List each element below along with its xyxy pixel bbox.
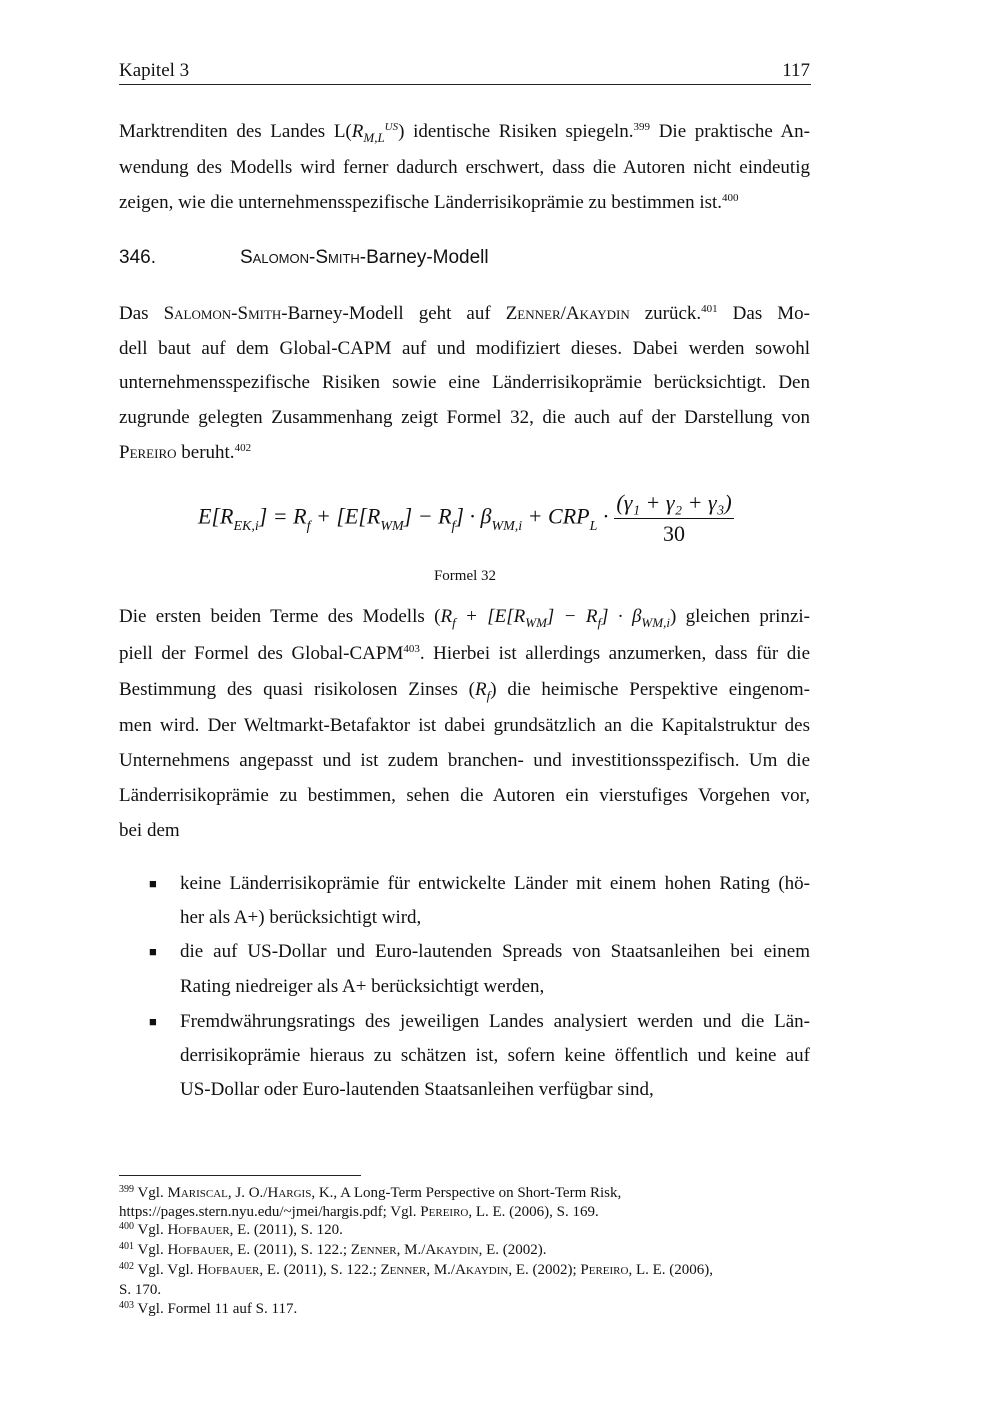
math-subscript: f [452, 615, 456, 630]
footnote-rule [119, 1175, 361, 1176]
formula-sub: WM,i [491, 518, 523, 534]
formula-part: + [E[R [310, 503, 381, 529]
text-segment: ) gleichen prinzi- [669, 606, 810, 627]
formula-sub: EK,i [233, 518, 259, 534]
formula-part: ] − R [403, 503, 452, 529]
text-segment: , M./ [426, 1262, 456, 1278]
section-title-rest: -Barney-Modell [359, 247, 489, 268]
footnote-line [119, 1241, 547, 1259]
chapter-header: Kapitel 3 [119, 60, 190, 81]
text-segment: , L. E. (2006), [628, 1262, 714, 1278]
formula-part: ] = R [258, 503, 307, 529]
math-superscript: US [384, 121, 399, 133]
text-segment: Pereiro [420, 1204, 469, 1220]
text-segment: Länderrisikoprämie zu bestimmen, sehen die Autoren ein vierstufiges Vorgehen vor, [119, 785, 810, 806]
bullet-item-line: Fremdwährungsratings des jeweiligen Landes analysiert werden und die Län- [180, 1011, 810, 1032]
text-line [119, 605, 810, 629]
text-segment: Hofbauer [167, 1222, 230, 1238]
text-segment: Hofbauer [197, 1262, 260, 1278]
math-subscript: WM,i [641, 615, 670, 630]
text-segment: S. 170. [119, 1282, 162, 1298]
bullet-item-line: die auf US-Dollar und Euro-lautenden Spreads von Staatsanleihen bei einem [180, 941, 810, 962]
formula-part: ] · β [455, 503, 492, 529]
text-segment: https://pages.stern.nyu.edu/~jmei/hargis.pdf; Vgl. [119, 1204, 421, 1220]
bullet-item-line: US-Dollar oder Euro-lautenden Staatsanleihen verfügbar sind, [180, 1079, 654, 1100]
text-line [119, 191, 810, 215]
formula-sub: f [451, 518, 456, 534]
bullet-item-line: derrisikoprämie hieraus zu schätzen ist, sofern keine öffentlich und keine auf [180, 1045, 810, 1066]
text-segment: zugrunde gelegten Zusammenhang zeigt Formel 32, die auch auf der Darstellung von [119, 407, 810, 428]
text-segment: bei dem [119, 820, 180, 841]
text-segment: Vgl. [134, 1222, 168, 1238]
text-segment: -Barney-Modell geht auf [281, 303, 506, 324]
text-segment: Zenner [380, 1262, 427, 1278]
text-segment: Vgl. [134, 1185, 168, 1201]
text-segment: , E. (2011), S. 120. [229, 1222, 343, 1238]
text-line [119, 749, 810, 773]
text-line [119, 302, 810, 326]
text-line [119, 441, 810, 465]
bullet-item-line: her als A+) berücksichtigt wird, [180, 907, 422, 928]
text-segment: Die praktische An- [650, 121, 810, 142]
text-segment: dell baut auf dem Global-CAPM auf und modifiziert dieses. Dabei werden sowohl [119, 338, 810, 359]
text-line [119, 120, 810, 144]
footnote-ref: 399 [633, 121, 651, 133]
text-line [119, 371, 810, 395]
formula-sub: L [589, 518, 598, 534]
text-line [119, 642, 810, 666]
text-segment: unternehmensspezifische Risiken sowie eine Länderrisikoprämie berücksichtigt. Den [119, 372, 810, 393]
text-segment: Bestimmung des quasi risikolosen Zinses ( [119, 679, 475, 700]
text-segment: Das Mo- [717, 303, 810, 324]
text-line [119, 784, 810, 808]
bullet-item-line: Rating niedreiger als A+ berücksichtigt werden, [180, 976, 545, 997]
footnote-ref: 403 [119, 1300, 134, 1311]
footnote-line [119, 1221, 343, 1239]
section-title [240, 247, 489, 269]
math-subscript: f [597, 615, 602, 630]
text-segment: Das [119, 303, 164, 324]
formula-part: + CRP [522, 503, 590, 529]
text-segment: Akaydin [425, 1242, 479, 1258]
text-segment: Mariscal [167, 1185, 228, 1201]
text-segment: Die ersten beiden Terme des Modells ( [119, 606, 441, 627]
text-segment: zeigen, wie die unternehmensspezifische Länderrisikoprämie zu bestimmen ist. [119, 192, 723, 213]
text-segment: Vgl. [134, 1242, 168, 1258]
formula-sub: f [306, 518, 311, 534]
text-segment: Hofbauer [167, 1242, 230, 1258]
fraction-numerator: (γ₁ + γ₂ + γ₃) [614, 490, 733, 519]
math-subscript: M,L [363, 130, 385, 145]
text-segment: Unternehmens angepasst und ist zudem branchen- und investitionsspezifisch. Um die [119, 750, 810, 771]
text-segment: men wird. Der Weltmarkt-Betafaktor ist dabei grundsätzlich an die Kapitalstruktur des [119, 715, 810, 736]
formula-part: · [597, 503, 609, 529]
formula-part: E[R [198, 503, 234, 529]
footnote-line [119, 1203, 599, 1221]
text-segment: , M./ [396, 1242, 426, 1258]
footnote-ref: 401 [701, 303, 718, 315]
page-number: 117 [782, 60, 810, 81]
math-term: E[R [494, 606, 526, 627]
bullet-marker: ■ [149, 1014, 157, 1029]
footnote-ref: 403 [403, 643, 420, 655]
math-term: ] − [546, 606, 586, 627]
text-segment: Pereiro [119, 442, 177, 463]
text-line [119, 819, 810, 843]
text-line [119, 337, 810, 361]
math-term: R [440, 606, 453, 627]
text-segment: zurück. [629, 303, 702, 324]
footnote-line [119, 1300, 297, 1318]
text-segment: Zenner/Akaydin [505, 303, 630, 324]
formula-caption: Formel 32 [433, 568, 497, 584]
text-segment: Marktrenditen des Landes L( [119, 121, 352, 142]
footnote-ref: 399 [119, 1184, 134, 1195]
footnote-ref: 402 [234, 442, 252, 454]
section-title-sc: Salomon-Smith [240, 247, 360, 268]
bullet-marker: ■ [149, 876, 157, 891]
text-segment: wendung des Modells wird ferner dadurch erschwert, dass die Autoren nicht eindeutig [119, 157, 810, 178]
text-segment: Vgl. Formel 11 auf S. 117. [134, 1301, 298, 1317]
math-subscript: WM [525, 615, 547, 630]
text-segment: ) identische Risiken spiegeln. [398, 121, 634, 142]
math-term: + [ [455, 606, 495, 627]
math-term: ] · β [601, 606, 642, 627]
math-term: R [585, 606, 598, 627]
footnote-line [119, 1261, 713, 1279]
footnote-ref: 402 [119, 1261, 134, 1272]
text-line [119, 714, 810, 738]
text-line [119, 678, 810, 702]
text-line [119, 156, 810, 180]
footnote-ref: 400 [119, 1221, 134, 1232]
text-segment: . Hierbei ist allerdings anzumerken, dass für die [419, 643, 811, 664]
text-segment: Vgl. Vgl. [134, 1262, 198, 1278]
section-number: 346. [119, 247, 156, 268]
text-line [119, 406, 810, 430]
text-segment: , E. (2002). [478, 1242, 547, 1258]
formula-32 [198, 490, 734, 547]
math-term: R [351, 121, 364, 142]
header-rule [119, 84, 811, 85]
fraction [614, 490, 733, 547]
text-segment: Zenner [350, 1242, 397, 1258]
math-term: R [475, 679, 487, 700]
footnote-line [119, 1281, 161, 1299]
bullet-marker: ■ [149, 944, 157, 959]
text-segment: , E. (2002); [508, 1262, 581, 1278]
text-segment: , J. O./ [227, 1185, 268, 1201]
fraction-denominator: 30 [663, 521, 686, 546]
text-segment: ) die heimische Perspektive eingenom- [490, 679, 810, 700]
text-segment: Pereiro [580, 1262, 629, 1278]
text-segment: Salomon-Smith [163, 303, 282, 324]
bullet-item-line: keine Länderrisikoprämie für entwickelte Länder mit einem hohen Rating (hö- [180, 873, 810, 894]
formula-sub: WM [380, 518, 404, 534]
text-segment: , E. (2011), S. 122.; [259, 1262, 381, 1278]
footnote-ref: 401 [119, 1241, 134, 1252]
text-segment: Akaydin [455, 1262, 509, 1278]
text-segment: , L. E. (2006), S. 169. [468, 1204, 599, 1220]
footnote-ref: 400 [722, 192, 739, 204]
text-segment: , E. (2011), S. 122.; [229, 1242, 351, 1258]
text-segment: piell der Formel des Global-CAPM [119, 643, 404, 664]
footnote-line [119, 1184, 621, 1202]
text-segment: , K., A Long-Term Perspective on Short-Term Risk, [311, 1185, 622, 1201]
text-segment: beruht. [176, 442, 235, 463]
math-subscript: f [486, 688, 491, 703]
text-segment: Hargis [267, 1185, 312, 1201]
